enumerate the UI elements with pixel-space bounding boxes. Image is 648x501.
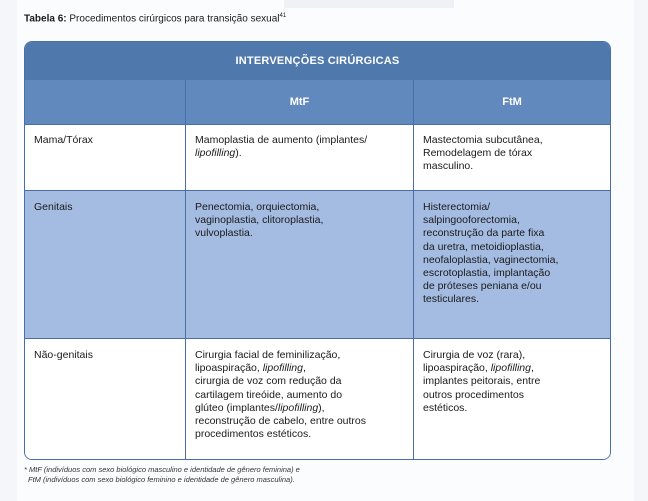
row-mtf-cell [186,339,413,459]
cell-text-italic: lipofilling [262,362,303,375]
table-row [25,124,610,190]
cell-text: glúteo (implantes/ [195,401,278,414]
cell-text: vulvoplastia. [195,227,253,240]
row-divider [25,338,610,339]
caption-text: Procedimentos cirúrgicos para transição sexual [69,13,280,25]
column-header-category [25,80,185,124]
row-mtf-cell [186,191,413,338]
cell-text: lipoaspiração, [195,362,263,375]
cell-text: Cirurgia de voz (rara), [423,349,526,361]
row-category: Não-genitais [34,349,93,361]
cell-text: implantes peitorais, entre [423,375,541,388]
cell-text: vaginoplastia, clitoroplastia, [195,214,324,227]
cell-text: Mamoplastia de aumento (implantes/ [195,134,368,146]
table-title: INTERVENÇÕES CIRÚRGICAS [25,42,610,80]
cell-text: cartilagem tireóide, aumento do [195,388,343,401]
cell-text: procedimentos estéticos. [195,428,312,441]
cell-text: testiculares. [423,293,480,306]
cell-text: ). [235,147,242,160]
row-ftm-cell [414,124,610,190]
cell-text: Mastectomia subcutânea, [423,134,543,146]
row-divider [25,190,610,191]
footnote-line: FtM (indivíduos com sexo biológico feminino e identidade de gênero masculina). [28,475,295,484]
cell-text: lipoaspiração, [423,362,491,375]
row-divider [25,124,610,125]
caption-ref: 41 [279,13,287,19]
cell-text: da uretra, metoidioplastia, [423,240,544,253]
row-ftm-cell [414,191,610,338]
cell-text: Cirurgia facial de feminilização, [195,349,341,361]
cell-text: Penectomia, orquiectomia, [195,201,320,213]
cell-text: reconstrução da parte fixa [423,227,545,240]
column-divider [185,80,186,459]
cell-text: , [531,362,534,375]
table-row [25,339,610,459]
cell-text: masculino. [423,160,474,173]
cell-text: estéticos. [423,401,468,414]
cell-text: cirurgia de voz com redução da [195,375,342,388]
cell-text: reconstrução de cabelo, entre outros [195,415,367,428]
caption-label: Tabela 6: [24,13,67,25]
cell-text: outros procedimentos [423,388,524,401]
column-divider [413,80,414,459]
row-category: Mama/Tórax [34,134,93,146]
procedures-table [24,41,611,460]
cell-text: ), [318,401,325,414]
row-ftm-cell [414,339,610,459]
table-row [25,191,610,338]
cell-text-italic: lipofilling [277,401,319,414]
table-caption [24,13,286,24]
column-header-ftm: FtM [502,96,522,108]
row-category: Genitais [34,201,73,213]
top-strip [284,0,454,8]
cell-text: escrotoplastia, implantação [423,267,551,280]
cell-text: neofaloplastia, vaginectomia, [423,253,559,266]
cell-text: , [303,362,306,375]
footnote-line: * MtF (indivíduos com sexo biológico masculino e identidade de gênero feminina) e [24,465,300,474]
table-footnote [24,465,300,485]
cell-text-italic: lipofilling [195,147,236,160]
cell-text: Histerectomia/ [423,201,491,213]
column-header-row [25,80,610,124]
cell-text: Remodelagem de tórax [423,147,533,160]
cell-text: salpingooforectomia, [423,214,520,227]
row-mtf-cell [186,124,413,190]
cell-text-italic: lipofilling [490,362,531,375]
column-header-mtf: MtF [289,96,310,108]
cell-text: de próteses peniana e/ou [423,280,542,293]
